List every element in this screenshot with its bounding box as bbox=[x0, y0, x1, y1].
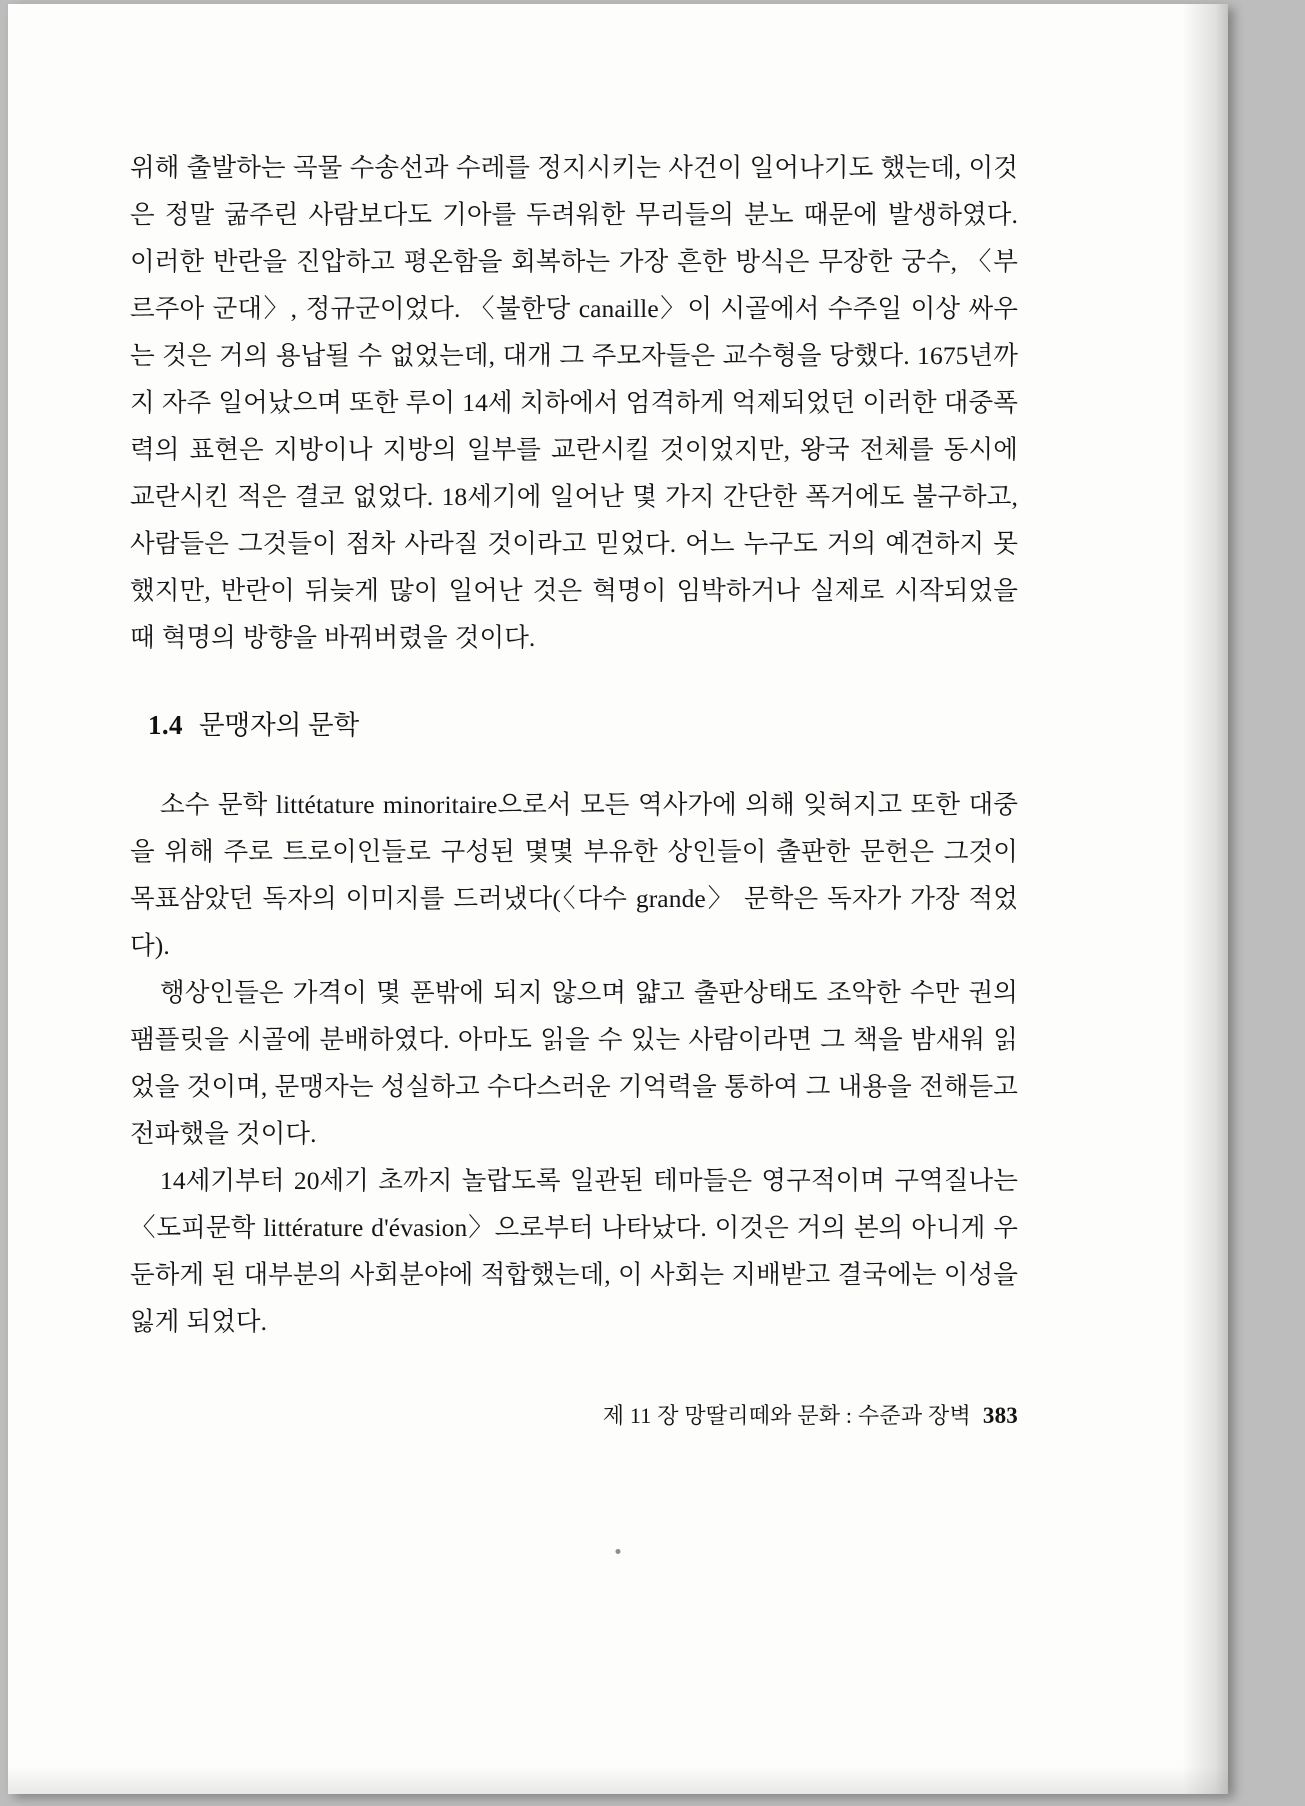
paragraph-3: 14세기부터 20세기 초까지 놀랍도록 일관된 테마들은 영구적이며 구역질나는 〈도피문학 littérature d'évasion〉으로부터 나타났다. 이것은 거의 본의 아니게 우둔하게 된 대부분의 사회분야에 적합했는데, 이 사회는 지배받고 결국에는 이성을 잃게 되었다. bbox=[130, 1166, 1018, 1336]
paragraph-continued: 위해 출발하는 곡물 수송선과 수레를 정지시키는 사건이 일어나기도 했는데, 이것은 정말 굶주린 사람보다도 기아를 두려워한 무리들의 분노 때문에 발생하였다. 이러한 반란을 진압하고 평온함을 회복하는 가장 흔한 방식은 무장한 궁수, 〈부르주아 군대〉, 정규군이었다. 〈불한당 canaille〉이 시골에서 수주일 이상 싸우는 것은 거의 용납될 수 없었는데, 대개 그 주모자들은 교수형을 당했다. 1675년까지 자주 일어났으며 또한 루이 14세 치하에서 엄격하게 억제되었던 이러한 대중폭력의 표현은 지방이나 지방의 일부를 교란시킬 것이었지만, 왕국 전체를 동시에 교란시킨 적은 결코 없었다. 18세기에 일어난 몇 가지 간단한 폭거에도 불구하고, 사람들은 그것들이 점차 사라질 것이라고 믿었다. 어느 누구도 거의 예견하지 못했지만, 반란이 뒤늦게 많이 일어난 것은 혁명이 임박하거나 실제로 시작되었을 때 혁명의 방향을 바꿔버렸을 것이다. bbox=[130, 153, 1018, 652]
paragraph-1: 소수 문학 littétature minoritaire으로서 모든 역사가에 의해 잊혀지고 또한 대중을 위해 주로 트로이인들로 구성된 몇몇 부유한 상인들이 출판한 문헌은 그것이 목표삼았던 독자의 이미지를 드러냈다(〈다수 grande〉 문학은 독자가 가장 적었다). bbox=[130, 790, 1018, 960]
scanned-page-sheet bbox=[8, 4, 1228, 1794]
page-footer bbox=[130, 1399, 1018, 1430]
section-heading bbox=[130, 705, 1018, 745]
text-column bbox=[130, 144, 1018, 1345]
page-bottom-mark bbox=[616, 1549, 621, 1554]
section-title: 문맹자의 문학 bbox=[198, 710, 360, 740]
running-title: 제 11 장 망딸리떼와 문화 : 수준과 장벽 bbox=[602, 1403, 971, 1428]
page-bottom-shadow bbox=[8, 1766, 1228, 1794]
paragraph-2: 행상인들은 가격이 몇 푼밖에 되지 않으며 얇고 출판상태도 조악한 수만 권의 팸플릿을 시골에 분배하였다. 아마도 읽을 수 있는 사람이라면 그 책을 밤새워 읽었을 것이며, 문맹자는 성실하고 수다스러운 기억력을 통하여 그 내용을 전해듣고 전파했을 것이다. bbox=[130, 978, 1018, 1148]
page-edge-shadow bbox=[1182, 4, 1228, 1794]
page-number: 383 bbox=[982, 1403, 1018, 1428]
section-number: 1.4 bbox=[148, 710, 183, 740]
